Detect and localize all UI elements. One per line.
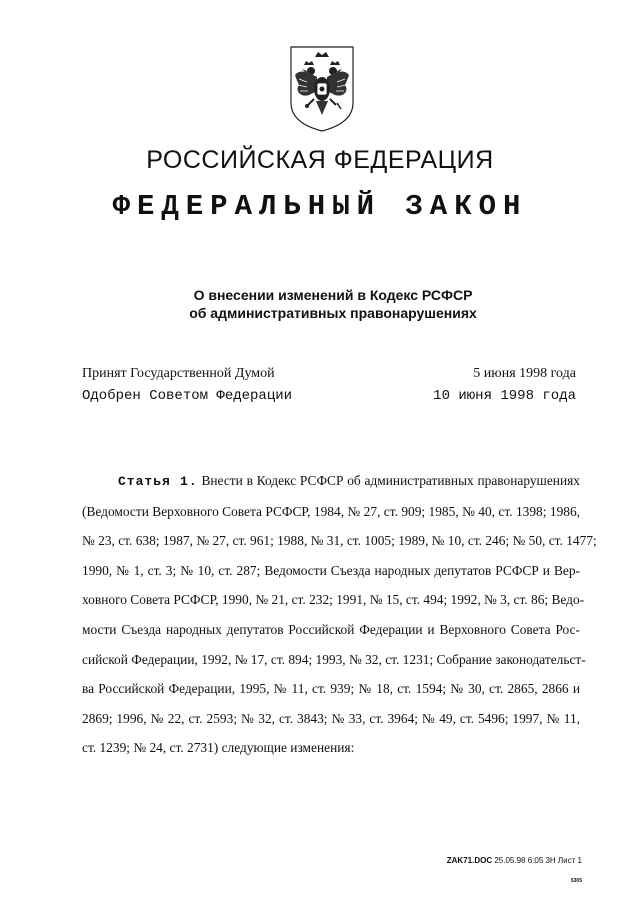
article-line: (Ведомости Верховного Совета РСФСР, 1984, № 27, ст. 909; 1985, № 40, ст. 1398; 1986, bbox=[82, 503, 580, 519]
article-line: ва Российской Федерации, 1995, № 11, ст. 939; № 18, ст. 1594; № 30, ст. 2865, 2866 и bbox=[82, 681, 580, 697]
footer-stamp: 25.05.98 6:05 3H Лист 1 bbox=[494, 856, 582, 865]
article-line: сийской Федерации, 1992, № 17, ст. 894; 1993, № 32, ст. 1231; Собрание законодательст- bbox=[82, 651, 586, 667]
document-footer bbox=[447, 856, 582, 865]
article-line: ховного Совета РСФСР, 1990, № 21, ст. 232; 1991, № 15, ст. 494; 1992, № 3, ст. 86; Ведо- bbox=[82, 592, 585, 608]
article-line: ст. 1239; № 24, ст. 2731) следующие изменения: bbox=[82, 740, 355, 756]
page-code: 5305 bbox=[570, 878, 582, 884]
duma-adoption-date: 5 июня 1998 года bbox=[473, 366, 576, 381]
subject-line-2: об административных правонарушениях bbox=[189, 305, 477, 321]
article-label: Статья 1. bbox=[118, 474, 198, 489]
duma-adoption-label: Принят Государственной Думой bbox=[82, 366, 275, 381]
article-line: № 23, ст. 638; 1987, № 27, ст. 961; 1988, № 31, ст. 1005; 1989, № 10, ст. 246; № 50, ст. 1477; bbox=[82, 533, 597, 549]
double-headed-eagle-icon bbox=[287, 45, 357, 133]
article-line: 2869; 1996, № 22, ст. 2593; № 32, ст. 3843; № 33, ст. 3964; № 49, ст. 5496; 1997, № 11, bbox=[82, 710, 580, 726]
article-line: мости Съезда народных депутатов Российской Федерации и Верховного Совета Рос- bbox=[82, 621, 580, 637]
article-line: 1990, № 1, ст. 3; № 10, ст. 287; Ведомости Съезда народных депутатов РСФСР и Вер- bbox=[82, 562, 580, 578]
footer-doc-name: ZAK71.DOC bbox=[446, 856, 493, 865]
council-approval-label: Одобрен Советом Федерации bbox=[82, 388, 293, 404]
law-subject bbox=[0, 286, 640, 322]
country-name: РОССИЙСКАЯ ФЕДЕРАЦИЯ bbox=[146, 146, 494, 174]
council-approval-date: 10 июня 1998 года bbox=[433, 388, 576, 404]
article-1-text bbox=[82, 466, 597, 763]
law-title: ФЕДЕРАЛЬНЫЙ ЗАКОН bbox=[112, 190, 528, 223]
subject-line-1: О внесении изменений в Кодекс РСФСР bbox=[193, 287, 473, 303]
article-line: Статья 1. Внести в Кодекс РСФСР об административных правонарушениях bbox=[118, 473, 580, 489]
